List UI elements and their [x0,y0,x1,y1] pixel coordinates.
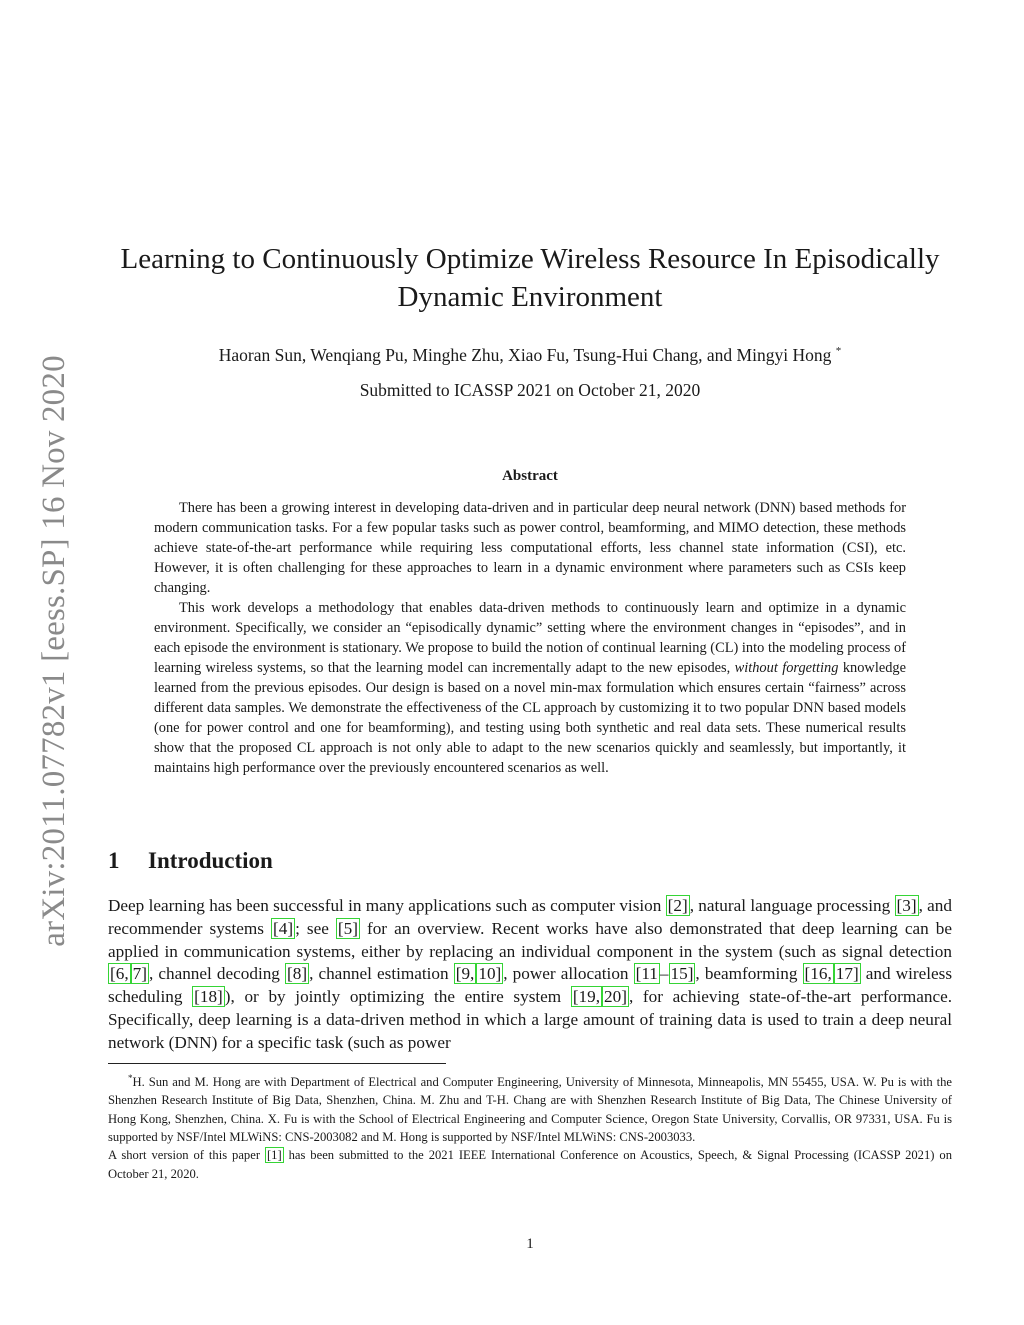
footnote-affiliations-text: H. Sun and M. Hong are with Department of Electrical and Computer Engineering, University of Minnesota, Minneapolis, MN 55455, USA. W. Pu is with the Shenzhen Research Institute of Big Data, Shenzhen, China. M. Zhu and T-H. Chang are with Shenzhen Research Institute of Big Data, The Chinese University of Hong Kong, Shenzhen, China. X. Fu is with the School of Electrical Engineering and Computer Science, Oregon State University, Corvallis, OR 97331, USA. Fu is supported by NSF/Intel MLWiNS: CNS-2003082 and M. Hong is supported by NSF/Intel MLWiNS: CNS-2003033. [108,1075,952,1145]
intro-text: ), or by jointly optimizing the entire system [224,987,571,1007]
section-title: Introduction [148,848,273,873]
paper-title-line-1: Learning to Continuously Optimize Wireless Resource In Episodically [120,243,940,275]
citation-link[interactable]: [16, [804,964,832,984]
citation-link[interactable]: [3] [896,896,917,915]
abstract-heading: Abstract [502,468,558,484]
abstract-paragraph-1: There has been a growing interest in developing data-driven and in particular deep neural network (DNN) based methods for modern communication tasks. For a few popular tasks such as power control, beamforming, and MIMO detection, these methods achieve state-of-the-art performance while requiring less computational efforts, less channel state information (CSI), etc. However, it is often challenging for these approaches to learn in a dynamic environment where parameters such as CSIs keep changing. [154,500,906,596]
section-number: 1 [108,848,120,873]
abstract-p2-text-b: knowledge learned from the previous episodes. Our design is based on a novel min-max formulation which ensures certain “fairness” across different data samples. We demonstrate the effectiveness of the CL approach by customizing it to two popular DNN based models (one for power control and one for beamforming), and testing using both synthetic and real data sets. These numerical results show that the proposed CL approach is not only able to adapt to the new scenarios quickly and seamlessly, but importantly, it maintains high performance over the previously encountered scenarios as well. [154,660,906,776]
page-number: 1 [526,1236,534,1252]
citation-link[interactable]: 10] [478,964,502,984]
section-heading-introduction [108,848,273,874]
abstract-body [154,498,906,778]
author-footnote-mark[interactable]: * [835,345,842,357]
citation-link[interactable]: 20] [604,987,627,1007]
abstract-p2-emphasis: without forgetting [734,660,839,676]
intro-text: , channel decoding [148,964,286,984]
citation-link[interactable]: [18] [194,987,223,1007]
citation-link[interactable]: 15] [670,964,694,984]
intro-text: , beamforming [695,964,803,984]
footnote-text: A short version of this paper [108,1148,265,1163]
citation-range-dash: – [659,964,669,984]
abstract-p2-text-a: This work develops a methodology that enables data-driven methods to continuously learn and optimize in a dynamic environment. Specifically, we consider an “episodically dynamic” setting where the environment changes in “episodes”, and in each episode the environment is stationary. We propose to build the notion of continual learning (CL) into the modeling process of learning wireless systems, so that the learning model can incrementally adapt to the new episodes, [154,600,906,676]
footnotes [108,1069,952,1183]
intro-paragraph [108,895,952,1055]
citation-link[interactable]: 7] [132,964,147,984]
citation-link[interactable]: [8] [287,964,308,984]
citation-link[interactable]: [19, [572,987,601,1007]
intro-text: , and recommender systems [108,896,952,938]
citation-link[interactable]: [2] [667,896,688,915]
arxiv-identifier-stamp [36,345,72,957]
citation-link[interactable]: [6, [110,964,129,984]
intro-text: , power allocation [503,964,634,984]
footnote-short-version [108,1146,952,1183]
citation-link[interactable]: [4] [273,918,294,938]
citation-link[interactable]: [11 [635,964,658,984]
arxiv-identifier-text: arXiv:2011.07782v1 [eess.SP] 16 Nov 2020 [36,355,72,947]
author-names: Haoran Sun, Wenqiang Pu, Minghe Zhu, Xiao Fu, Tsung-Hui Chang, and Mingyi Hong [218,344,832,365]
footnote-divider [108,1063,446,1064]
intro-text: Deep learning has been successful in many applications such as computer vision [108,896,666,915]
footnote-text: has been submitted to the 2021 IEEE International Conference on Acoustics, Speech, & Signal Processing (ICASSP 2021) on October 21, 2020. [108,1148,952,1181]
citation-link[interactable]: [5] [337,918,358,938]
footnote-affiliations [108,1069,952,1146]
submission-note: Submitted to ICASSP 2021 on October 21, 2020 [359,380,701,400]
intro-text: for an overview. Recent works have also demonstrated that deep learning can be applied in communication systems, either by replacing an individual component in the system (such as signal detection [108,918,952,961]
intro-text: , channel estimation [309,964,454,984]
footnote-mark: * [128,1073,133,1083]
paper-title [110,240,950,316]
abstract-paragraph-2 [154,598,906,778]
author-list [110,340,950,366]
intro-text: , for achieving state-of-the-art performance. Specifically, deep learning is a data-driven method in which a large amount of training data is used to train a deep neural network (DNN) for a specific task (such as power [108,987,953,1052]
citation-link[interactable]: [1] [266,1148,282,1163]
citation-link[interactable]: [9, [455,964,475,984]
citation-link[interactable]: 17] [835,964,859,984]
intro-text: ; see [295,918,336,938]
paper-title-line-2: Dynamic Environment [397,281,663,313]
intro-text: , natural language processing [689,896,895,915]
intro-text: and wireless scheduling [108,964,953,1007]
